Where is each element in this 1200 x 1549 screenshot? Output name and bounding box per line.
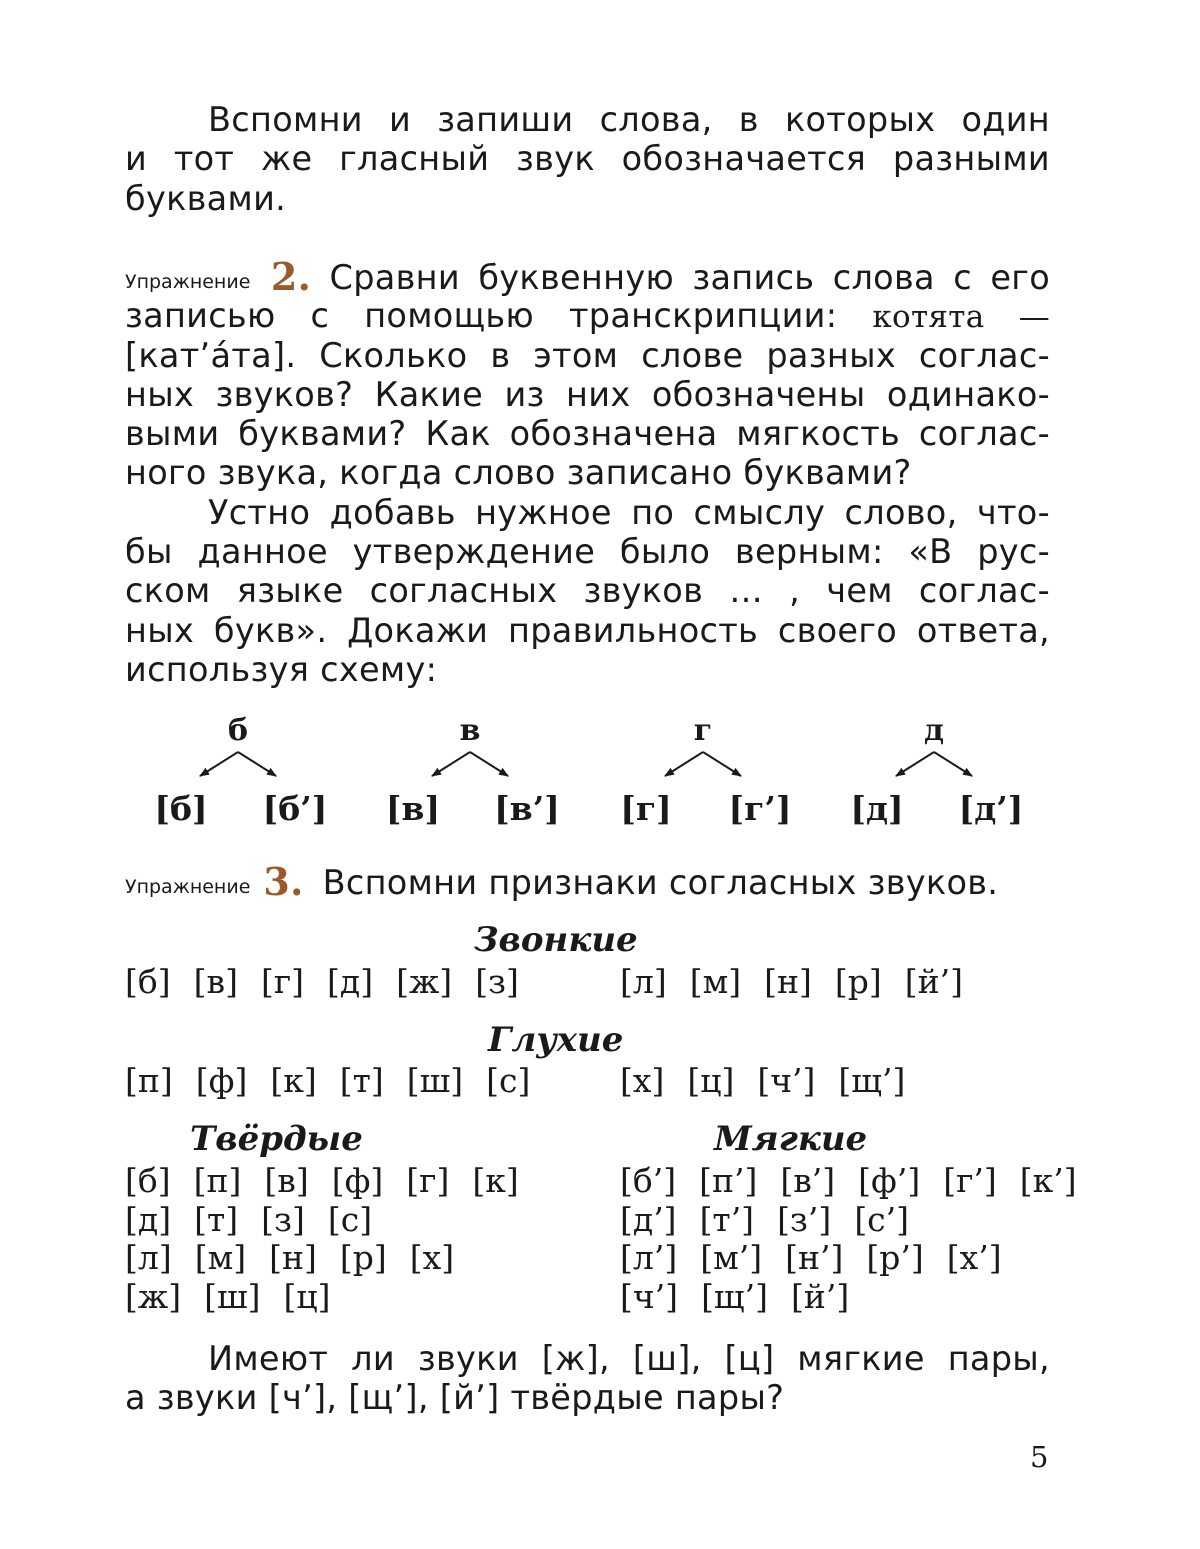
hard-row bbox=[125, 1201, 395, 1239]
hard-sound: [н] bbox=[269, 1238, 317, 1277]
schema-letter: б bbox=[227, 713, 249, 748]
exercise-number: 3. bbox=[263, 859, 304, 904]
schema-soft-sound: [г’] bbox=[728, 789, 792, 828]
voiced-heading: Звонкие bbox=[474, 920, 638, 960]
soft-sound: [ф’] bbox=[858, 1161, 921, 1200]
schema-hard-sound: [б] bbox=[154, 789, 208, 828]
schema-group bbox=[850, 713, 1023, 828]
exercise-2-line: выми буквами? Как обозначена мягкость соглас- bbox=[125, 414, 1050, 454]
soft-sound: [б’] bbox=[620, 1161, 677, 1200]
voiced-row-left bbox=[125, 963, 542, 1001]
hard-sound: [р] bbox=[339, 1238, 387, 1277]
arrow-left-icon bbox=[200, 752, 238, 776]
exercise-2-text: Сравни буквенную запись слова с его bbox=[329, 258, 1051, 297]
soft-sound: [г’] bbox=[943, 1161, 997, 1200]
schema-hard-sound: [в] bbox=[385, 789, 441, 828]
hard-heading: Твёрдые bbox=[190, 1119, 363, 1159]
task-line: ных букв». Докажи правильность своего ответа, bbox=[125, 610, 1050, 650]
question-paragraph bbox=[125, 1339, 1050, 1418]
hard-sound: [ш] bbox=[204, 1276, 261, 1316]
hard-sound: [п] bbox=[193, 1161, 242, 1200]
voiced-sound: [л] bbox=[620, 962, 667, 1001]
arrow-right-icon bbox=[934, 752, 972, 776]
voiceless-sound: [ш] bbox=[406, 1061, 464, 1100]
schema-hard-sound: [д] bbox=[850, 789, 904, 828]
voiceless-sound: [х] bbox=[620, 1061, 665, 1100]
soft-sound: [п’] bbox=[699, 1161, 758, 1200]
question-line: Имеют ли звуки [ж], [ш], [ц] мягкие пары, bbox=[208, 1339, 1050, 1378]
voiced-sound: [д] bbox=[327, 962, 374, 1001]
soft-row bbox=[620, 1278, 872, 1316]
soft-row bbox=[620, 1239, 1025, 1277]
arrow-right-icon bbox=[470, 752, 508, 776]
task-line: ском языке согласных звуков … , чем соглас- bbox=[125, 571, 1050, 611]
schema-letter: г bbox=[693, 713, 713, 748]
voiced-sound: [в] bbox=[193, 962, 238, 1001]
soft-sound: [в’] bbox=[780, 1161, 836, 1200]
voiceless-sound: [т] bbox=[339, 1061, 384, 1100]
exercise-2-line: [кат’áта]. Сколько в этом слове разных соглас- bbox=[125, 335, 1050, 375]
example-word: котята — bbox=[872, 299, 1051, 336]
soft-sound: [д’] bbox=[620, 1199, 677, 1239]
exercise-label: Упражнение bbox=[125, 876, 251, 898]
voiced-sound: [б] bbox=[125, 962, 171, 1001]
arrow-right-icon bbox=[703, 752, 741, 776]
schema-hard-sound: [г] bbox=[620, 789, 672, 828]
hard-row bbox=[125, 1239, 477, 1277]
question-line: а звуки [ч’], [щ’], [й’] твёрдые пары? bbox=[125, 1378, 785, 1418]
schema-soft-sound: [б’] bbox=[262, 789, 328, 828]
task-line: используя схему: bbox=[125, 649, 438, 689]
exercise-2-text: записью с помощью транскрипции: bbox=[125, 296, 838, 336]
hard-sound: [ф] bbox=[331, 1161, 384, 1200]
voiced-row-right bbox=[620, 963, 986, 1001]
intro-line: буквами. bbox=[125, 178, 287, 218]
exercise-2-line: ного звука, когда слово записано буквами? bbox=[125, 453, 912, 493]
exercise-3-line bbox=[125, 859, 1050, 904]
voiced-sound: [м] bbox=[689, 962, 742, 1001]
soft-sound: [щ’] bbox=[701, 1276, 768, 1316]
hard-sound: [з] bbox=[261, 1199, 305, 1239]
voiceless-sound: [к] bbox=[270, 1061, 317, 1100]
voiced-sound: [й’] bbox=[904, 962, 963, 1001]
voiceless-row-left bbox=[125, 1062, 553, 1100]
hard-row bbox=[125, 1278, 354, 1316]
soft-sound: [х’] bbox=[946, 1238, 1002, 1277]
exercise-label: Упражнение bbox=[125, 271, 251, 293]
intro-line: и тот же гласный звук обозначается разными bbox=[125, 139, 1050, 179]
soft-sound: [н’] bbox=[785, 1238, 844, 1277]
exercise-3-text: Вспомни признаки согласных звуков. bbox=[322, 863, 999, 902]
exercise-2-line: ных звуков? Какие из них обозначены одинако- bbox=[125, 374, 1050, 414]
hard-sound: [т] bbox=[194, 1199, 239, 1239]
soft-sound: [р’] bbox=[866, 1238, 924, 1277]
arrow-right-icon bbox=[238, 752, 276, 776]
intro-line: Вспомни и запиши слова, в которых один bbox=[208, 100, 1050, 139]
hard-sound: [х] bbox=[409, 1238, 455, 1277]
schema-group bbox=[154, 713, 327, 828]
voiced-sound: [ж] bbox=[396, 962, 453, 1001]
voiceless-sound: [с] bbox=[486, 1061, 531, 1100]
voiceless-sound: [п] bbox=[125, 1061, 173, 1100]
hard-sound: [с] bbox=[327, 1199, 373, 1239]
hard-sound: [д] bbox=[125, 1199, 172, 1239]
hard-sound: [м] bbox=[194, 1238, 247, 1277]
soft-heading: Мягкие bbox=[714, 1119, 868, 1159]
task-line: Устно добавь нужное по смыслу слово, что- bbox=[208, 492, 1050, 532]
exercise-number: 2. bbox=[270, 254, 312, 299]
voiceless-sound: [ч’] bbox=[757, 1061, 816, 1100]
voiceless-sound: [щ’] bbox=[838, 1061, 906, 1100]
hard-row bbox=[125, 1162, 542, 1200]
soft-sound: [з’] bbox=[777, 1199, 832, 1239]
schema-soft-sound: [в’] bbox=[494, 789, 560, 828]
soft-sound: [ч’] bbox=[620, 1276, 679, 1316]
hard-sound: [л] bbox=[125, 1238, 172, 1277]
soft-sound: [й’] bbox=[790, 1276, 850, 1316]
voiceless-row-right bbox=[620, 1062, 928, 1100]
voiceless-sound: [ц] bbox=[687, 1061, 735, 1100]
hard-sound: [ж] bbox=[125, 1276, 182, 1316]
exercise-3 bbox=[125, 859, 1050, 904]
voiced-sound: [н] bbox=[764, 962, 812, 1001]
arrow-left-icon bbox=[432, 752, 470, 776]
voiceless-sound: [ф] bbox=[195, 1061, 248, 1100]
voiced-sound: [з] bbox=[475, 962, 519, 1001]
voiced-sound: [г] bbox=[260, 962, 304, 1001]
hard-sound: [ц] bbox=[283, 1276, 331, 1316]
soft-sound: [к’] bbox=[1019, 1161, 1077, 1200]
soft-sound: [м’] bbox=[700, 1238, 763, 1277]
soft-sound: [с’] bbox=[854, 1199, 910, 1239]
schema-group bbox=[620, 713, 791, 828]
soft-row bbox=[620, 1162, 1100, 1200]
hard-sound: [к] bbox=[472, 1161, 519, 1200]
schema-letter: д bbox=[924, 713, 944, 748]
hard-sound: [в] bbox=[264, 1161, 309, 1200]
schema-soft-sound: [д’] bbox=[958, 789, 1024, 828]
hard-sound: [г] bbox=[406, 1161, 450, 1200]
page-number: 5 bbox=[1030, 1440, 1049, 1474]
schema-group bbox=[386, 713, 560, 828]
voiced-sound: [р] bbox=[834, 962, 882, 1001]
hard-sound: [б] bbox=[125, 1161, 171, 1200]
soft-sound: [т’] bbox=[699, 1199, 755, 1239]
soft-row bbox=[620, 1201, 932, 1239]
voiceless-heading: Глухие bbox=[488, 1020, 624, 1060]
task-line: бы данное утверждение было верным: «В рус- bbox=[125, 532, 1050, 572]
arrow-left-icon bbox=[665, 752, 703, 776]
schema-letter: в bbox=[459, 713, 481, 748]
soft-sound: [л’] bbox=[620, 1238, 678, 1277]
arrow-left-icon bbox=[896, 752, 934, 776]
